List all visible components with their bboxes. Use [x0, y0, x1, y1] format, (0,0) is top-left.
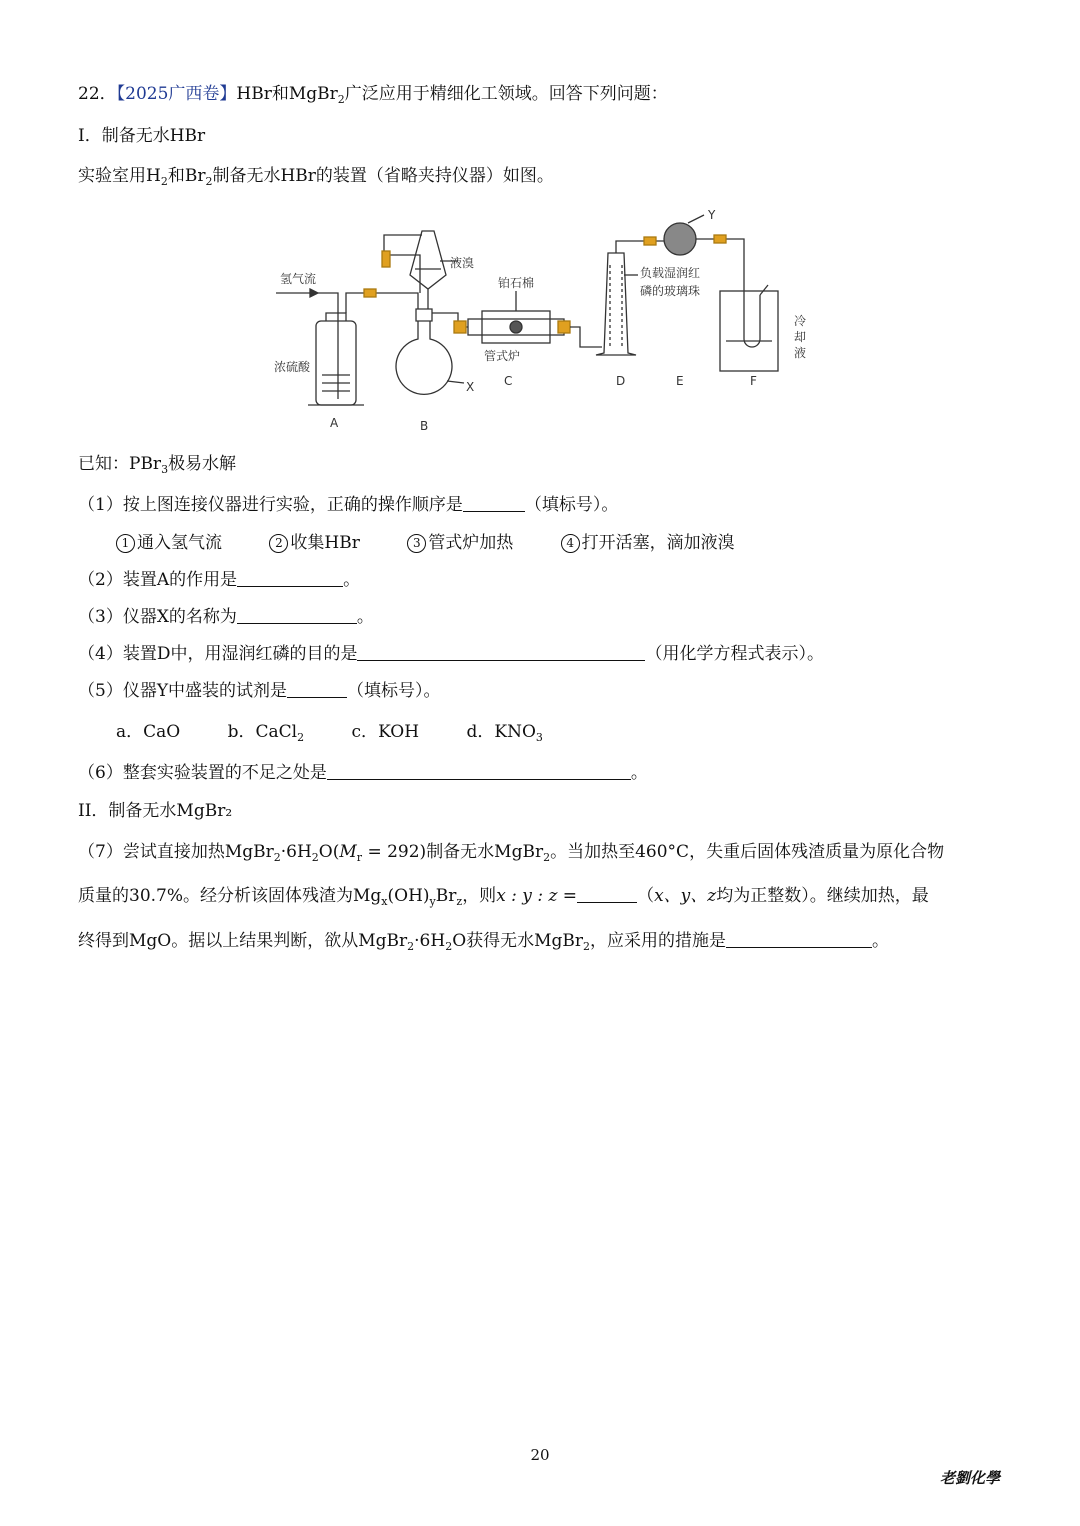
y-pointer: [688, 215, 704, 223]
question-7-line-1: （7）尝试直接加热$MgBr_2\cdot 6H_2O(M_r = 292)$制备无水MgBr$_2$。当加热至460°C，失重后固体残渣质量为原化合物: [78, 842, 945, 864]
answer-blank-1[interactable]: [463, 495, 525, 512]
option-b: b．CaCl$_2$: [227, 722, 305, 744]
option-c: c．KOH: [351, 722, 420, 742]
question-7-line-3: 终得到MgO。据以上结果判断，欲从$MgBr_2\cdot 6H_2O$获得无水MgBr$_2$，应采用的措施是 。: [78, 931, 890, 953]
question-7-line-2: 质量的30.7%。经分析该固体残渣为$Mg_x(OH)_yBr_z$，则x : y : z = （x、y、z均为正整数）。继续加热，最: [78, 886, 929, 908]
label-red-p-2: 磷的玻璃珠: [640, 284, 701, 298]
known-fact: 已知：PBr$_3$极易水解: [78, 454, 237, 476]
label-furnace: 管式炉: [484, 349, 521, 363]
answer-blank-4[interactable]: [357, 644, 645, 661]
label-cool-1: 冷: [794, 314, 807, 328]
connector: [644, 237, 656, 245]
flask-b-body: [396, 321, 452, 394]
apparatus-diagram: [268, 205, 816, 437]
option-3: 3 管式炉加热: [407, 531, 513, 555]
pt-wool: [510, 321, 522, 333]
inlet-pipe: [318, 293, 338, 325]
pipe-d-to-y: [616, 241, 664, 253]
flask-x-pointer: [447, 381, 464, 383]
label-e: E: [676, 374, 684, 388]
answer-blank-7b[interactable]: [726, 931, 872, 948]
label-y: Y: [708, 208, 716, 222]
label-f: F: [750, 374, 757, 388]
label-c: C: [504, 374, 513, 388]
part1-description: 实验室用$H_2$和$Br_2$制备无水HBr的装置（省略夹持仪器）如图。: [78, 166, 554, 188]
connector: [454, 321, 466, 333]
label-pt-wool: 铂石棉: [498, 276, 535, 290]
funnel-body: [410, 231, 446, 289]
option-4: 4 打开活塞，滴加液溴: [561, 531, 735, 555]
option-2: 2 收集HBr: [269, 531, 359, 555]
question-6: （6）整套实验装置的不足之处是 。: [78, 763, 648, 783]
label-cool-3: 液: [794, 346, 807, 360]
brand-watermark: 老劉化學: [940, 1469, 1001, 1487]
answer-blank-6[interactable]: [327, 763, 631, 780]
bottle-a-neck: [326, 313, 346, 321]
label-x: X: [466, 380, 475, 394]
connector: [558, 321, 570, 333]
option-d: d．$KNO_3$: [466, 722, 543, 744]
option-1: 1 通入氢气流: [116, 531, 222, 555]
label-d: D: [616, 374, 626, 388]
drying-bulb-y: [664, 223, 696, 255]
pipe-a-to-b: [346, 293, 418, 313]
question-3: （3）仪器X的名称为 。: [78, 607, 374, 627]
question-1-options: [116, 531, 777, 555]
cold-trap-f: [744, 253, 760, 347]
label-liquid-br: 液溴: [450, 256, 475, 270]
connector: [714, 235, 726, 243]
page-number: 20: [530, 1446, 550, 1464]
label-a: A: [330, 416, 339, 430]
answer-blank-2[interactable]: [237, 570, 343, 587]
connector: [382, 251, 390, 267]
column-d: [596, 253, 636, 355]
bottle-a-body: [316, 321, 356, 405]
arrow-head: [310, 289, 318, 297]
answer-blank-7a[interactable]: [577, 886, 637, 903]
connector: [364, 289, 376, 297]
label-red-p-1: 负载湿润红: [640, 266, 701, 280]
answer-blank-3[interactable]: [237, 607, 357, 624]
question-number: 22．: [78, 84, 117, 104]
pipe-c-to-d: [570, 327, 602, 347]
label-b: B: [420, 419, 429, 433]
question-1: （1）按上图连接仪器进行实验，正确的操作顺序是 （填标号）。: [78, 495, 619, 515]
answer-blank-5[interactable]: [287, 681, 347, 698]
question-5-options: [116, 720, 585, 744]
source-tag: 【2025广西卷】: [116, 84, 237, 104]
question-4: （4）装置D中，用湿润红磷的目的是 （用化学方程式表示）。: [78, 644, 824, 664]
part2-heading: II．制备无水MgBr₂: [78, 801, 233, 821]
part1-heading: I．制备无水HBr: [78, 126, 206, 146]
label-cool-2: 却: [794, 330, 807, 344]
label-h2-flow: 氢气流: [280, 272, 317, 286]
option-a: a．CaO: [116, 722, 181, 742]
flask-b-stopper: [416, 309, 432, 321]
label-conc-acid: 浓硫酸: [274, 360, 311, 374]
question-5: （5）仪器Y中盛装的试剂是 （填标号）。: [78, 681, 441, 701]
cooling-bath: [720, 291, 778, 371]
question-header: 22．【2025广西卷】HBr和MgBr$_2$广泛应用于精细化工领域。回答下列问题：: [78, 84, 668, 106]
question-2: （2）装置A的作用是 。: [78, 570, 361, 590]
